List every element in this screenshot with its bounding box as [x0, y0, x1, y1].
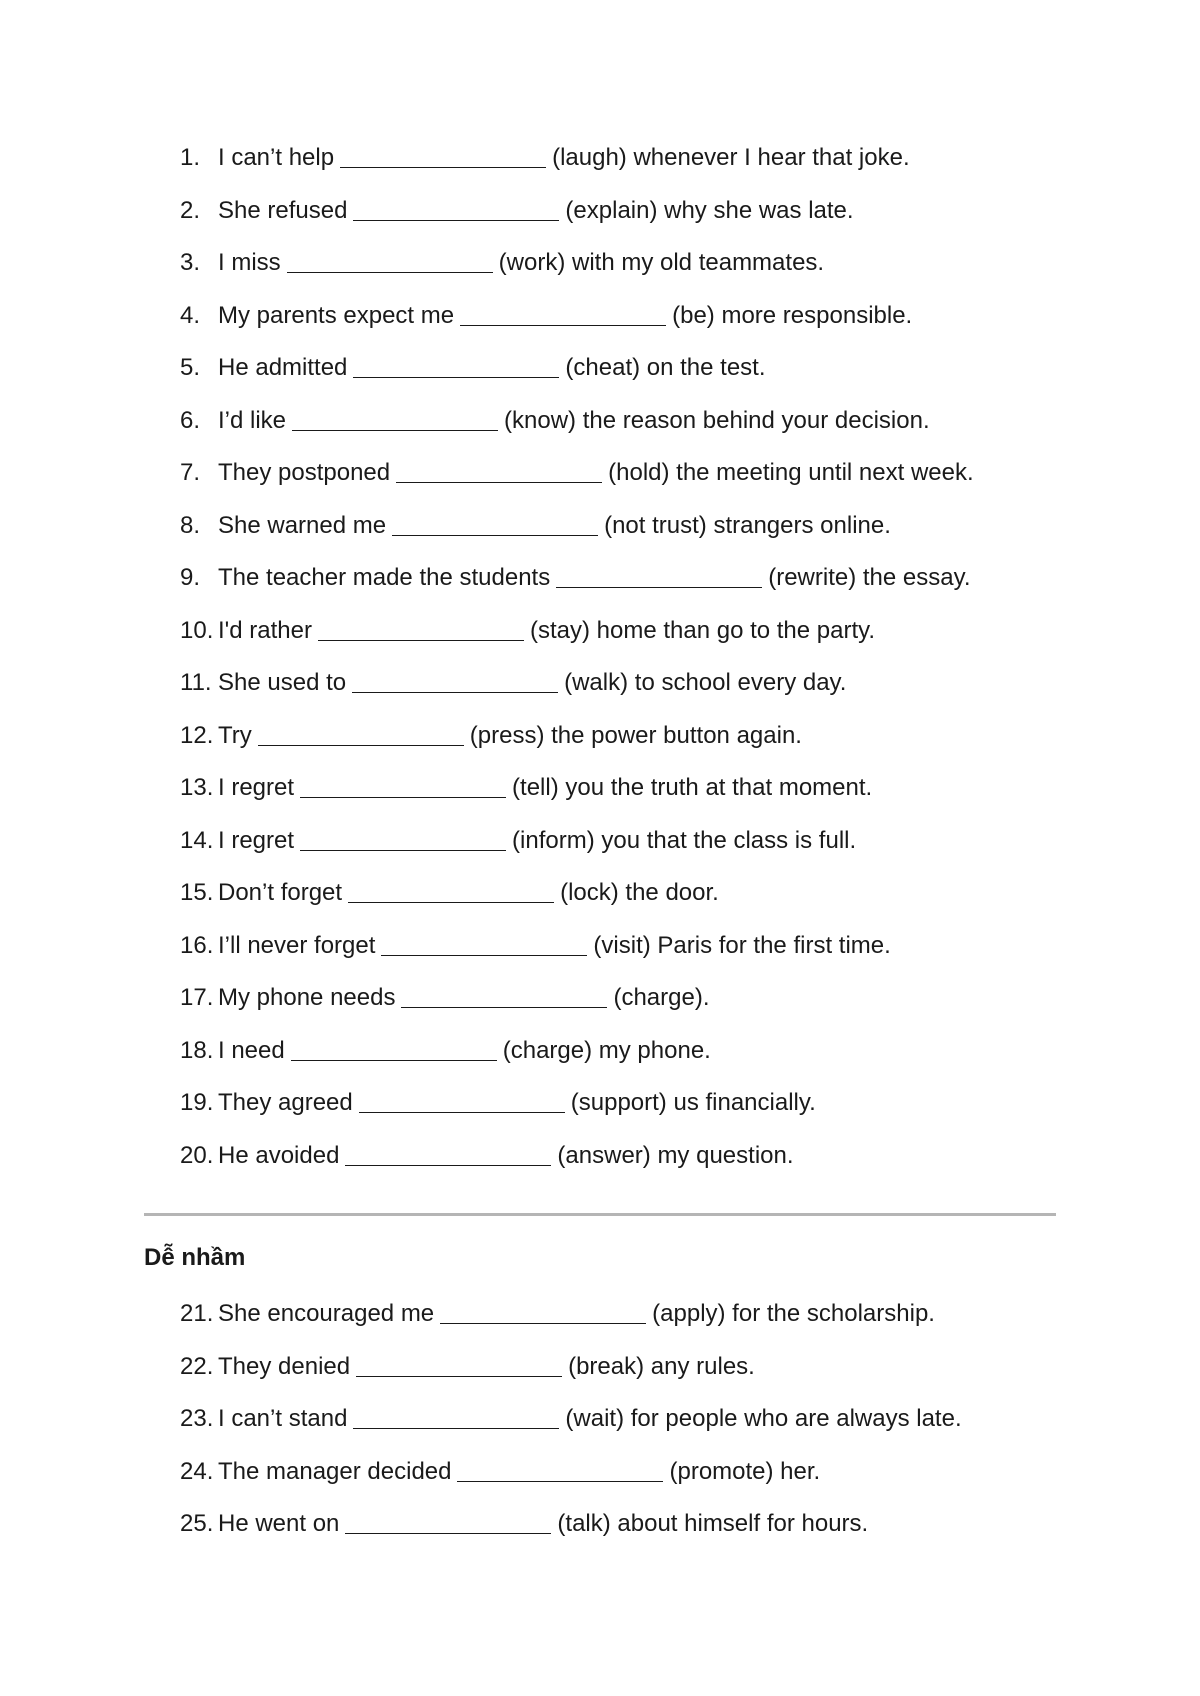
- item-prompt: The teacher made the students: [218, 564, 551, 591]
- item-number: 1.: [180, 144, 201, 171]
- item-number: 4.: [180, 301, 201, 329]
- item-number: 14.: [180, 826, 214, 854]
- answer-blank[interactable]: [556, 565, 762, 588]
- item-prompt: I'd rather: [218, 616, 312, 644]
- exercise-item-7: [180, 457, 974, 510]
- item-prompt: I can’t help: [218, 144, 335, 171]
- item-verb-hint: (lock) the door.: [560, 879, 719, 906]
- item-verb-hint: (hold) the meeting until next week.: [608, 459, 974, 486]
- item-prompt: Don’t forget: [218, 879, 343, 906]
- item-prompt: He avoided: [218, 1141, 340, 1169]
- exercise-item-21: [180, 1298, 962, 1351]
- exercise-item-2: [180, 195, 974, 248]
- exercise-item-11: [180, 667, 974, 720]
- item-verb-hint: (be) more responsible.: [672, 301, 913, 329]
- answer-blank[interactable]: [353, 1406, 559, 1429]
- exercise-item-3: [180, 247, 974, 300]
- item-prompt: Try: [218, 721, 252, 749]
- answer-blank[interactable]: [340, 145, 546, 168]
- item-prompt: She warned me: [218, 511, 387, 539]
- item-number: 20.: [180, 1141, 214, 1169]
- exercise-item-13: [180, 772, 974, 825]
- answer-blank[interactable]: [392, 513, 598, 536]
- item-prompt: My phone needs: [218, 984, 396, 1011]
- item-prompt: The manager decided: [218, 1457, 452, 1485]
- item-prompt: They agreed: [218, 1089, 353, 1116]
- item-number: 19.: [180, 1089, 214, 1116]
- exercise-item-1: [180, 142, 974, 195]
- exercise-item-23: [180, 1403, 962, 1456]
- item-verb-hint: (break) any rules.: [568, 1352, 755, 1380]
- item-verb-hint: (work) with my old teammates.: [498, 249, 825, 276]
- item-verb-hint: (charge) my phone.: [502, 1036, 711, 1064]
- item-verb-hint: (walk) to school every day.: [564, 669, 847, 696]
- exercise-item-4: [180, 300, 974, 353]
- item-number: 12.: [180, 721, 214, 749]
- answer-blank[interactable]: [353, 355, 559, 378]
- item-prompt: I can’t stand: [218, 1405, 348, 1432]
- answer-blank[interactable]: [258, 723, 464, 746]
- item-number: 18.: [180, 1036, 214, 1064]
- answer-blank[interactable]: [318, 618, 524, 641]
- item-number: 9.: [180, 564, 201, 591]
- item-verb-hint: (tell) you the truth at that moment.: [512, 774, 873, 801]
- item-verb-hint: (rewrite) the essay.: [768, 564, 971, 591]
- exercise-list-tricky: [180, 1298, 962, 1561]
- section-title: Dễ nhầm: [144, 1244, 246, 1271]
- exercise-item-20: [180, 1140, 974, 1193]
- item-number: 5.: [180, 354, 201, 381]
- answer-blank[interactable]: [291, 1038, 497, 1061]
- item-number: 11.: [180, 669, 212, 696]
- item-prompt: I’ll never forget: [218, 931, 376, 959]
- item-verb-hint: (charge).: [613, 984, 710, 1011]
- exercise-item-10: [180, 615, 974, 668]
- answer-blank[interactable]: [457, 1459, 663, 1482]
- answer-blank[interactable]: [352, 670, 558, 693]
- answer-blank[interactable]: [359, 1090, 565, 1113]
- answer-blank[interactable]: [345, 1511, 551, 1534]
- item-prompt: She refused: [218, 196, 348, 224]
- item-prompt: They postponed: [218, 459, 391, 486]
- item-verb-hint: (know) the reason behind your decision.: [504, 406, 930, 434]
- exercise-item-15: [180, 877, 974, 930]
- item-number: 16.: [180, 931, 214, 959]
- answer-blank[interactable]: [300, 775, 506, 798]
- item-prompt: They denied: [218, 1352, 351, 1380]
- item-verb-hint: (cheat) on the test.: [565, 354, 766, 381]
- answer-blank[interactable]: [396, 460, 602, 483]
- exercise-item-12: [180, 720, 974, 773]
- item-prompt: He admitted: [218, 354, 348, 381]
- item-prompt: He went on: [218, 1510, 340, 1537]
- exercise-item-18: [180, 1035, 974, 1088]
- item-prompt: I need: [218, 1036, 285, 1064]
- item-number: 7.: [180, 459, 201, 486]
- item-prompt: My parents expect me: [218, 301, 455, 329]
- item-verb-hint: (press) the power button again.: [469, 721, 802, 749]
- answer-blank[interactable]: [353, 198, 559, 221]
- item-prompt: I regret: [218, 774, 295, 801]
- exercise-item-9: [180, 562, 974, 615]
- answer-blank[interactable]: [401, 985, 607, 1008]
- item-number: 22.: [180, 1352, 214, 1380]
- answer-blank[interactable]: [300, 828, 506, 851]
- exercise-item-25: [180, 1508, 962, 1561]
- item-number: 17.: [180, 984, 214, 1011]
- item-prompt: She encouraged me: [218, 1300, 435, 1327]
- exercise-item-14: [180, 825, 974, 878]
- item-verb-hint: (apply) for the scholarship.: [652, 1300, 935, 1327]
- item-verb-hint: (stay) home than go to the party.: [529, 616, 876, 644]
- item-number: 21.: [180, 1300, 214, 1327]
- exercise-item-24: [180, 1456, 962, 1509]
- answer-blank[interactable]: [381, 933, 587, 956]
- exercise-item-16: [180, 930, 974, 983]
- item-verb-hint: (visit) Paris for the first time.: [593, 931, 891, 959]
- item-verb-hint: (inform) you that the class is full.: [512, 826, 857, 854]
- item-verb-hint: (explain) why she was late.: [565, 196, 854, 224]
- item-number: 25.: [180, 1510, 214, 1537]
- item-number: 13.: [180, 774, 214, 801]
- answer-blank[interactable]: [345, 1143, 551, 1166]
- answer-blank[interactable]: [348, 880, 554, 903]
- exercise-item-17: [180, 982, 974, 1035]
- item-verb-hint: (talk) about himself for hours.: [557, 1510, 869, 1537]
- item-number: 24.: [180, 1457, 214, 1485]
- item-number: 10.: [180, 616, 214, 644]
- exercise-item-5: [180, 352, 974, 405]
- item-number: 2.: [180, 196, 201, 224]
- answer-blank[interactable]: [440, 1301, 646, 1324]
- item-prompt: I’d like: [218, 406, 287, 434]
- item-prompt: She used to: [218, 669, 347, 696]
- item-verb-hint: (wait) for people who are always late.: [565, 1405, 962, 1432]
- item-number: 3.: [180, 249, 201, 276]
- item-verb-hint: (promote) her.: [669, 1457, 821, 1485]
- answer-blank[interactable]: [460, 303, 666, 326]
- item-number: 23.: [180, 1405, 214, 1432]
- section-divider: [144, 1213, 1056, 1216]
- answer-blank[interactable]: [356, 1354, 562, 1377]
- item-verb-hint: (support) us financially.: [570, 1089, 816, 1116]
- item-verb-hint: (answer) my question.: [557, 1141, 794, 1169]
- item-verb-hint: (not trust) strangers online.: [604, 511, 891, 539]
- item-prompt: I regret: [218, 826, 295, 854]
- exercise-item-22: [180, 1351, 962, 1404]
- item-prompt: I miss: [218, 249, 281, 276]
- item-number: 6.: [180, 406, 201, 434]
- item-verb-hint: (laugh) whenever I hear that joke.: [552, 144, 910, 171]
- exercise-list-main: [180, 142, 974, 1192]
- exercise-item-8: [180, 510, 974, 563]
- answer-blank[interactable]: [287, 250, 493, 273]
- exercise-item-19: [180, 1087, 974, 1140]
- item-number: 15.: [180, 879, 214, 906]
- item-number: 8.: [180, 511, 201, 539]
- exercise-item-6: [180, 405, 974, 458]
- answer-blank[interactable]: [292, 408, 498, 431]
